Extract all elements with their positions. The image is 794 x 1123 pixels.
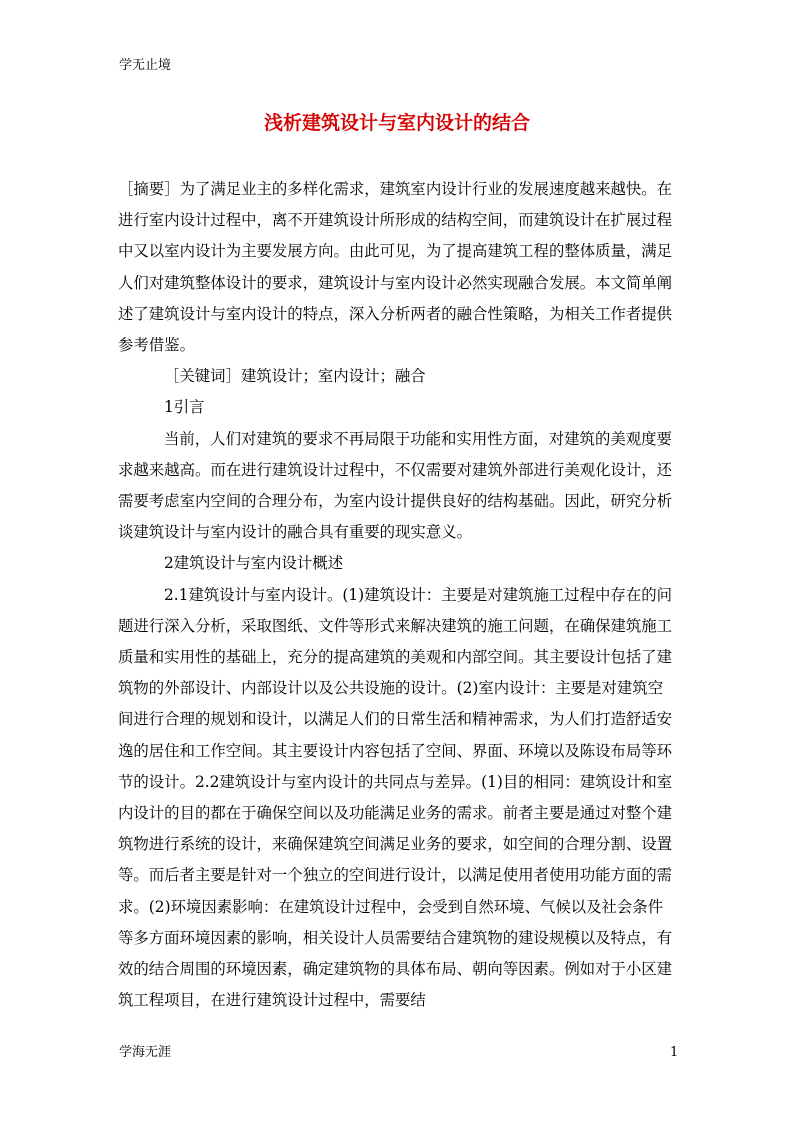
abstract-paragraph: ［摘要］为了满足业主的多样化需求，建筑室内设计行业的发展速度越来越快。在进行室内设计过程中，离不开建筑设计所形成的结构空间，而建筑设计在扩展过程中又以室内设计为主要发展方向。由此可见，为了提高建筑工程的整体质量，满足人们对建筑整体设计的要求，建筑设计与室内设计必然实现融合发展。本文简单阐述了建筑设计与室内设计的特点，深入分析两者的融合性策略，为相关工作者提供参考借鉴。 [118, 180, 673, 355]
section-heading-2: 2建筑设计与室内设计概述 [164, 554, 344, 573]
page-number: 1 [670, 1045, 679, 1060]
section-2-1-paragraph: 2.1建筑设计与室内设计。(1)建筑设计：主要是对建筑施工过程中存在的问题进行深入分析，采取图纸、文件等形式来解决建筑的施工问题，在确保建筑施工质量和实用性的基础上，充分的提高建筑的美观和内部空间。其主要设计包括了建筑物的外部设计、内部设计以及公共设施的设计。(2)室内设计：主要是对建筑空间进行合理的规划和设计，以满足人们的日常生活和精神需求，为人们打造舒适安逸的居住和工作空间。其主要设计内容包括了空间、界面、环境以及陈设布局等环节的设计。2.2建筑设计与室内设计的共同点与差异。(1)目的相同：建筑设计和室内设计的目的都在于确保空间以及功能满足业务的需求。前者主要是通过对整个建筑物进行系统的设计，来确保建筑空间满足业务的要求，如空间的合理分割、设置等。而后者主要是针对一个独立的空间进行设计，以满足使用者使用功能方面的需求。(2)环境因素影响：在建筑设计过程中，会受到自然环境、气候以及社会条件等多方面环境因素的影响，相关设计人员需要结合建筑物的建设规模以及特点，有效的结合周围的环境因素，确定建筑物的具体布局、朝向等因素。例如对于小区建筑工程项目，在进行建筑设计过程中，需要结 [118, 585, 673, 1010]
document-body [118, 174, 678, 1016]
page-header: 学无止境 [119, 58, 172, 73]
document-title: 浅析建筑设计与室内设计的结合 [263, 112, 530, 134]
keywords-paragraph: ［关键词］建筑设计；室内设计；融合 [164, 367, 426, 386]
page-footer: 学海无涯 [119, 1045, 172, 1060]
intro-paragraph: 当前，人们对建筑的要求不再局限于功能和实用性方面，对建筑的美观度要求越来越高。而在进行建筑设计过程中，不仅需要对建筑外部进行美观化设计，还需要考虑室内空间的合理分布，为室内设计提供良好的结构基础。因此，研究分析谈建筑设计与室内设计的融合具有重要的现实意义。 [118, 429, 673, 542]
section-heading-1: 1引言 [164, 398, 205, 417]
